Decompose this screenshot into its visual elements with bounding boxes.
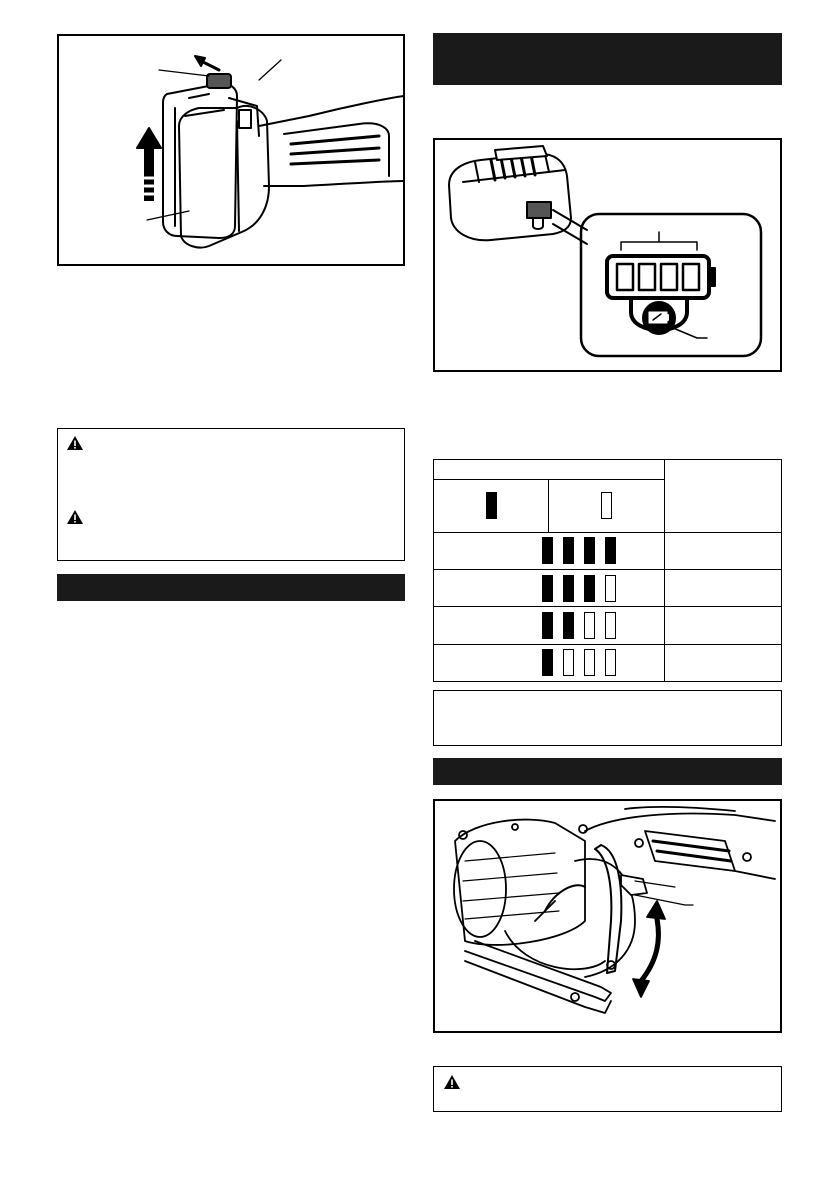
table-header-cell — [664, 460, 781, 533]
lamp-lighted-icon — [605, 537, 616, 564]
battery-indicator-illustration — [435, 140, 780, 370]
note-box — [433, 690, 782, 746]
battery-removal-figure — [57, 34, 405, 266]
lamp-off-icon — [584, 649, 595, 676]
lamp-lighted-icon — [542, 537, 553, 564]
lamp-lighted-icon — [563, 537, 574, 564]
table-row — [434, 644, 782, 681]
lamp-off-icon — [584, 612, 595, 639]
lamp-lighted-icon — [563, 612, 574, 639]
warning-box — [57, 428, 405, 561]
lamp-off-icon — [605, 575, 616, 602]
capacity-cell — [664, 569, 781, 606]
table-header-cell — [434, 460, 665, 480]
table-row — [434, 569, 782, 606]
warning-triangle-icon — [443, 1074, 461, 1090]
lamp-lighted-icon — [542, 649, 553, 676]
battery-indicator-figure — [433, 138, 782, 372]
lamp-status-cell — [434, 644, 665, 681]
caution-box — [433, 1066, 782, 1112]
legend-off-cell — [549, 480, 664, 532]
warning-triangle-icon — [66, 509, 84, 525]
capacity-cell — [664, 607, 781, 644]
lamp-lighted-icon — [542, 612, 553, 639]
lamp-status-cell — [434, 607, 665, 644]
lamp-lighted-icon — [563, 575, 574, 602]
capacity-cell — [664, 532, 781, 569]
lamp-off-icon — [605, 649, 616, 676]
capacity-cell — [664, 644, 781, 681]
lamp-status-cell — [434, 532, 665, 569]
lamp-off-icon — [605, 612, 616, 639]
lamp-lighted-icon — [542, 575, 553, 602]
blade-guard-figure — [433, 799, 782, 1033]
legend-lighted-cell — [434, 480, 549, 532]
table-row — [434, 607, 782, 644]
lamp-off-icon — [563, 649, 574, 676]
lamp-status-cell — [434, 569, 665, 606]
battery-removal-illustration — [59, 36, 403, 264]
warning-triangle-icon — [66, 435, 84, 451]
section-heading-bar — [57, 574, 405, 601]
table-row — [434, 532, 782, 569]
lamp-lighted-icon — [486, 492, 497, 519]
lamp-lighted-icon — [584, 575, 595, 602]
section-heading-bar — [433, 33, 782, 85]
blade-guard-illustration — [435, 801, 780, 1031]
lamp-lighted-icon — [584, 537, 595, 564]
battery-indicator-table — [433, 459, 782, 682]
section-heading-bar — [433, 758, 782, 785]
lamp-off-icon — [601, 492, 612, 519]
